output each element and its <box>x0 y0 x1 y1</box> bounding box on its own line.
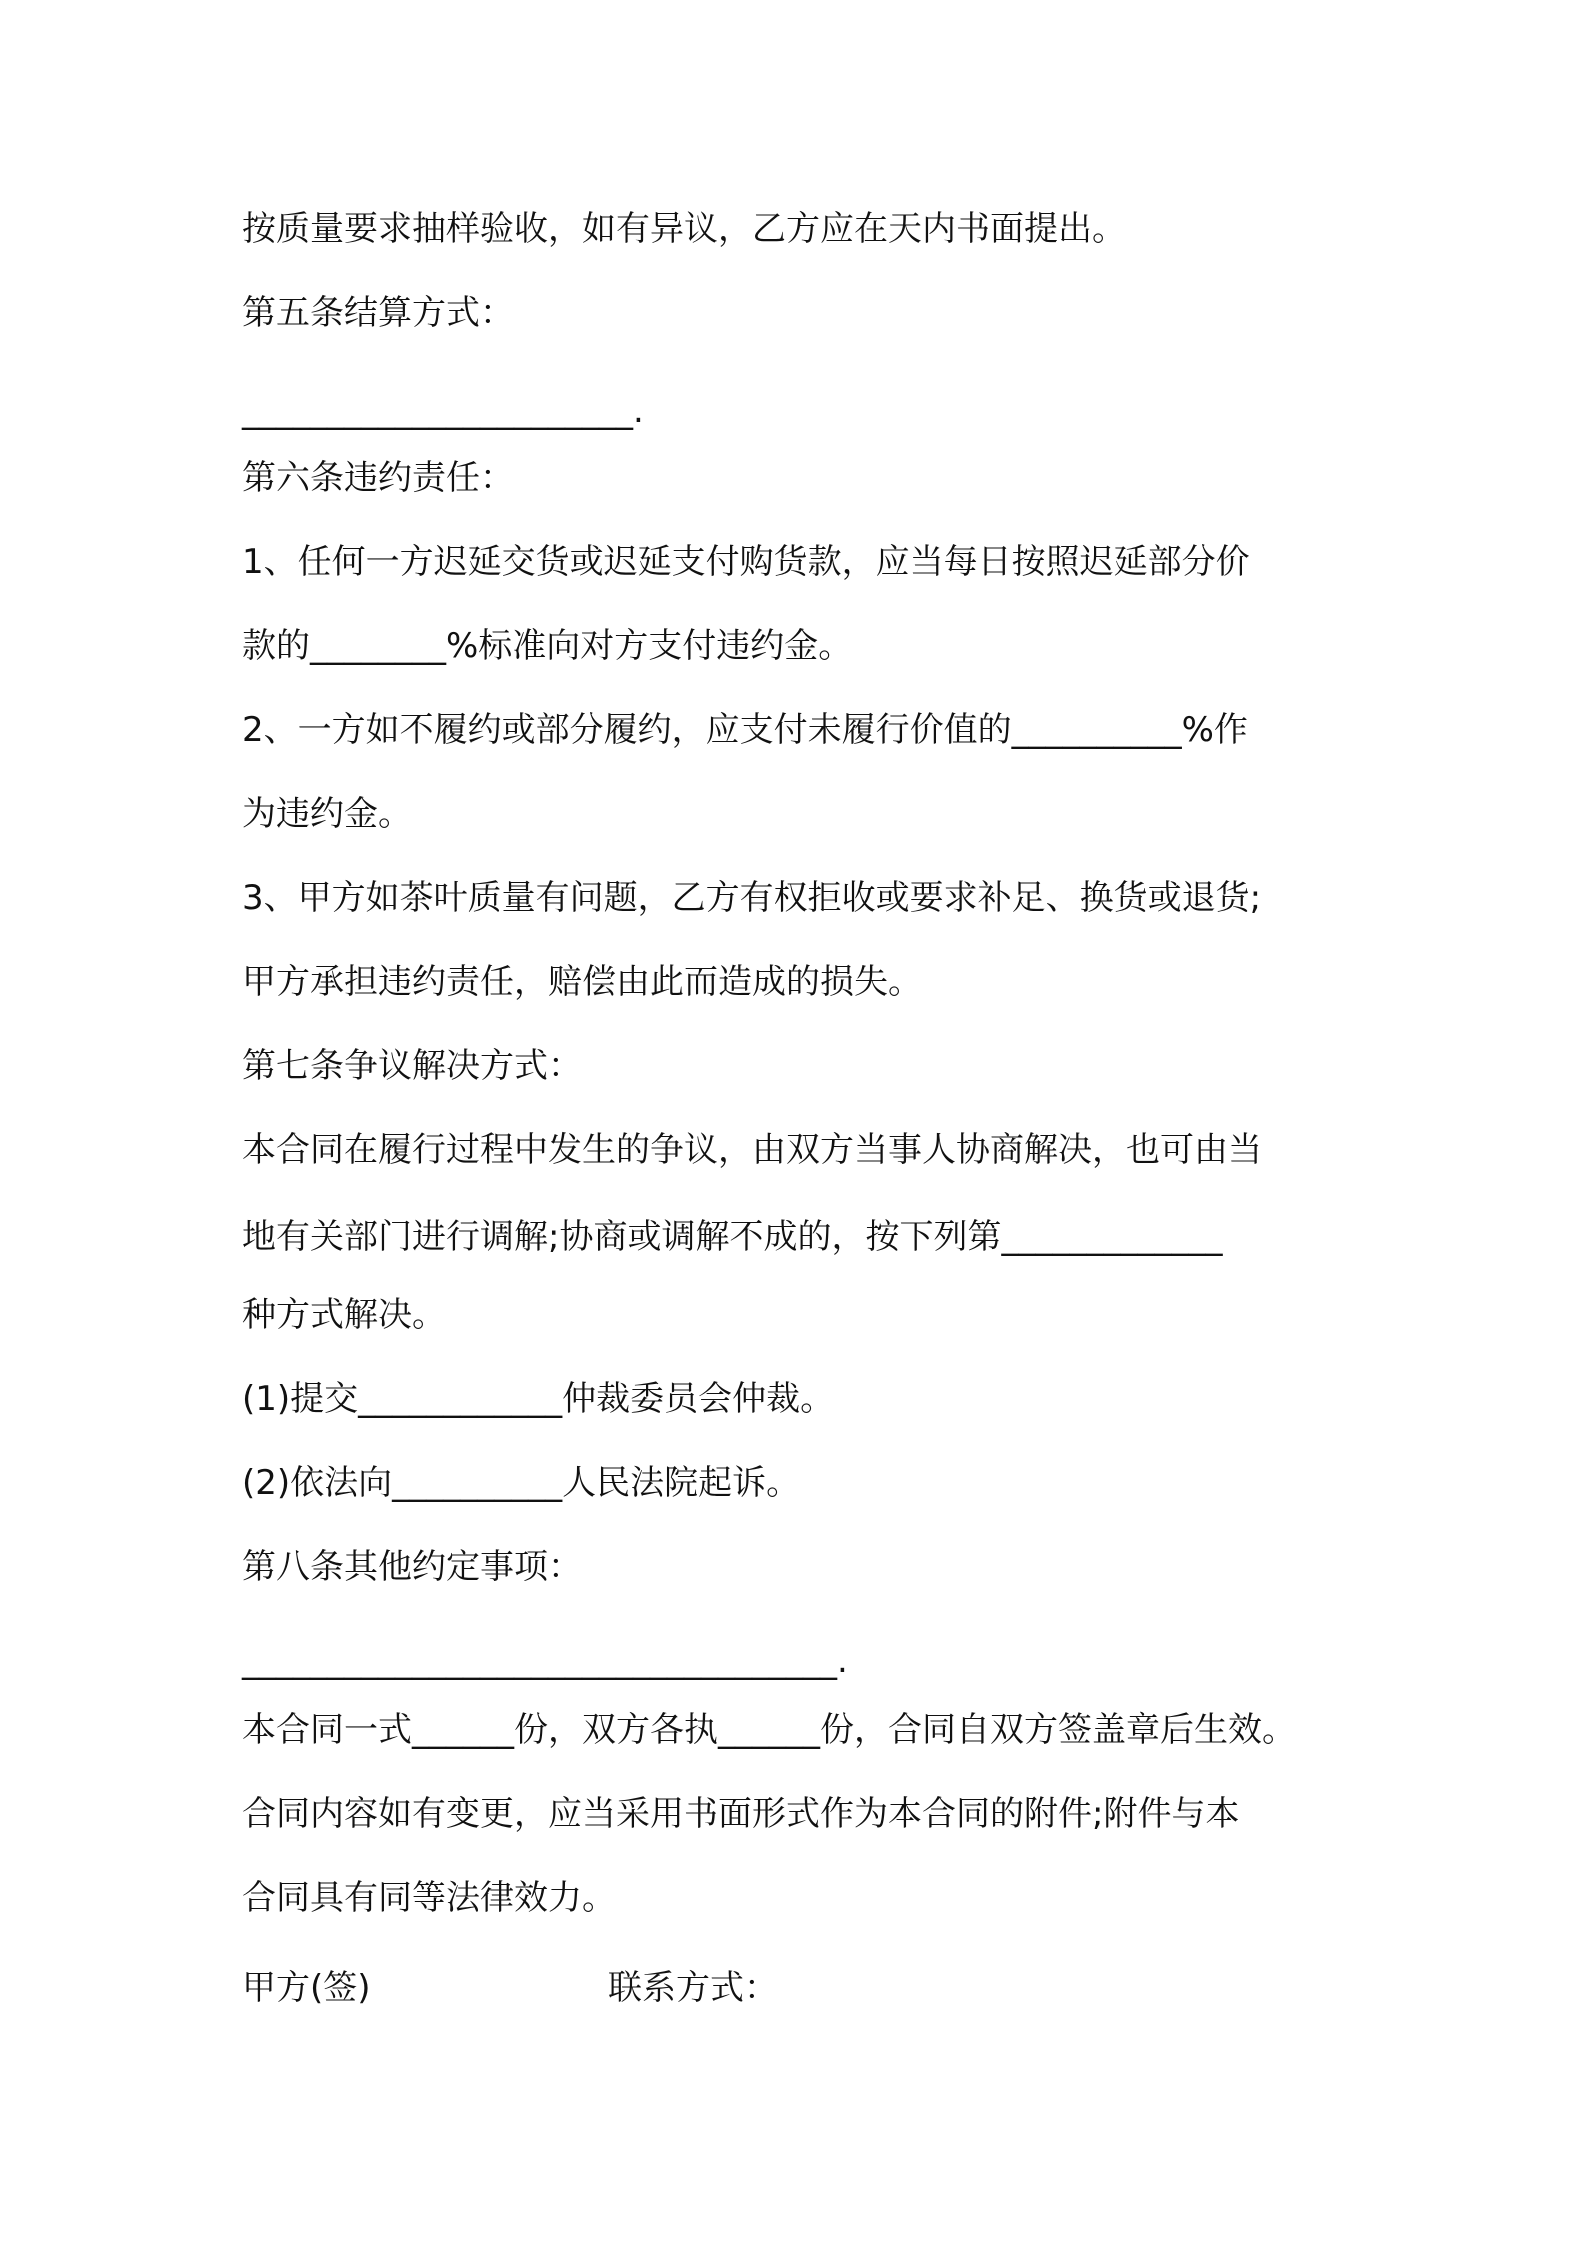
section-6-heading: 第六条违约责任： <box>242 458 514 498</box>
text-line: (2)依法向__________人民法院起诉。 <box>242 1463 801 1503</box>
text-line: 1、任何一方迟延交货或迟延支付购货款，应当每日按照迟延部分价 <box>242 542 1250 582</box>
contact-label: 联系方式： <box>608 1968 778 2008</box>
blank-line: _______________________. <box>242 391 644 431</box>
text-line: 款的________%标准向对方支付违约金。 <box>242 626 853 666</box>
text-line: 按质量要求抽样验收，如有异议，乙方应在天内书面提出。 <box>242 209 1126 249</box>
text-line: 种方式解决。 <box>242 1295 446 1335</box>
section-5-heading: 第五条结算方式： <box>242 293 514 333</box>
text-line: 本合同一式______份，双方各执______份，合同自双方签盖章后生效。 <box>242 1710 1296 1750</box>
section-7-heading: 第七条争议解决方式： <box>242 1046 582 1086</box>
text-line: (1)提交____________仲裁委员会仲裁。 <box>242 1379 835 1419</box>
text-line: 3、甲方如茶叶质量有问题，乙方有权拒收或要求补足、换货或退货; <box>242 878 1262 918</box>
text-line: 为违约金。 <box>242 794 412 834</box>
text-line: 合同具有同等法律效力。 <box>242 1878 616 1918</box>
text-line: 甲方承担违约责任，赔偿由此而造成的损失。 <box>242 962 922 1002</box>
party-a-signature-label: 甲方(签) <box>242 1968 371 2008</box>
text-line: 地有关部门进行调解;协商或调解不成的，按下列第_____________ <box>242 1217 1223 1257</box>
section-8-heading: 第八条其他约定事项： <box>242 1547 582 1587</box>
text-line: 合同内容如有变更，应当采用书面形式作为本合同的附件;附件与本 <box>242 1794 1240 1834</box>
blank-line: ___________________________________. <box>242 1641 848 1681</box>
text-line: 本合同在履行过程中发生的争议，由双方当事人协商解决，也可由当 <box>242 1130 1262 1170</box>
text-line: 2、一方如不履约或部分履约，应支付未履行价值的__________%作 <box>242 710 1248 750</box>
